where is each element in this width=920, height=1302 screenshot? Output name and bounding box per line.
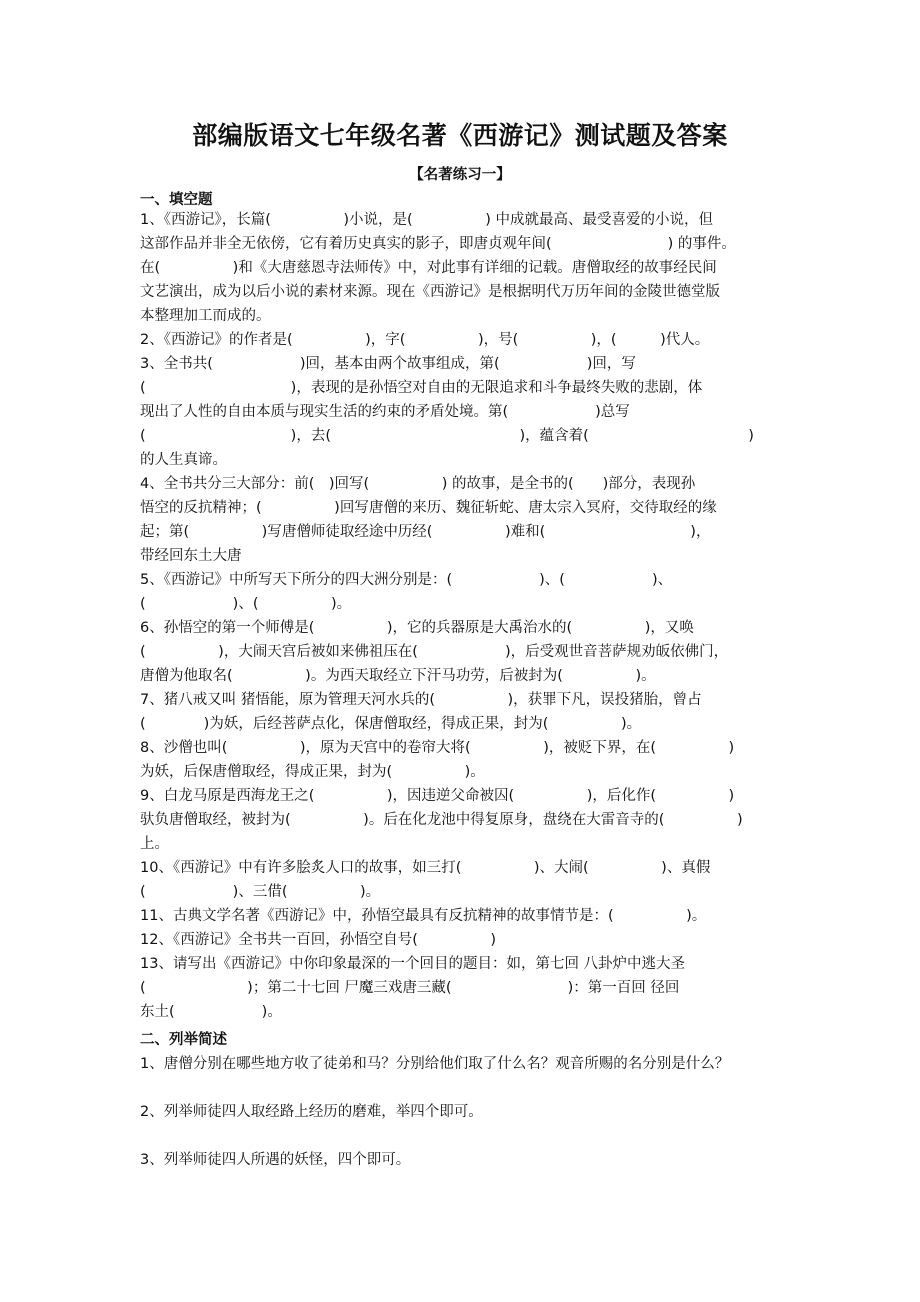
question-line: 唐僧为他取名( )。为西天取经立下汗马功劳，后被封为( )。 <box>140 668 656 684</box>
page-subtitle: 【名著练习一】 <box>409 167 511 183</box>
page-title: 部编版语文七年级名著《西游记》测试题及答案 <box>192 121 728 150</box>
question-line: ( )，去( )，蕴含着( ) <box>140 428 754 444</box>
question-line: 文艺演出，成为以后小说的素材来源。现在《西游记》是根据明代万历年间的金陵世德堂版 <box>140 284 720 300</box>
question-line: 7、猪八戒又叫 猪悟能，原为管理天河水兵的( )，获罪下凡，误投猪胎，曾占 <box>140 692 702 708</box>
question-line: ( )为妖，后经菩萨点化，保唐僧取经，得成正果，封为( )。 <box>140 716 642 732</box>
question-line: 在( )和《大唐慈恩寺法师传》中，对此事有详细的记载。唐僧取经的故事经民间 <box>140 260 717 276</box>
question-line: 12、《西游记》全书共一百回，孙悟空自号( ) <box>140 932 497 948</box>
question-line: 11、古典文学名著《西游记》中，孙悟空最具有反抗精神的故事情节是：( )。 <box>140 908 707 924</box>
question-line: 为妖，后保唐僧取经，得成正果，封为( )。 <box>140 764 485 780</box>
question-line: ( )、( )。 <box>140 596 352 612</box>
question-line: 驮负唐僧取经，被封为( )。后在化龙池中得复原身，盘绕在大雷音寺的( ) <box>140 812 743 828</box>
list-question: 1、唐僧分别在哪些地方收了徒弟和马？分别给他们取了什么名？观音所赐的名分别是什么？ <box>140 1056 730 1072</box>
question-line: 10、《西游记》中有许多脍炙人口的故事，如三打( )、大闹( )、真假 <box>140 860 711 876</box>
question-line: 3、全书共( )回，基本由两个故事组成，第( )回，写 <box>140 356 636 372</box>
question-line: 8、沙僧也叫( )，原为天宫中的卷帘大将( )，被贬下界，在( ) <box>140 740 735 756</box>
question-line: 起；第( )写唐僧师徒取经途中历经( )难和( )， <box>140 524 711 540</box>
question-line: 东土( )。 <box>140 1004 282 1020</box>
list-question: 2、列举师徒四人取经路上经历的磨难，举四个即可。 <box>140 1104 483 1120</box>
section-heading-fill: 一、填空题 <box>140 192 213 208</box>
question-line: ( )；第二十七回 尸魔三戏唐三藏( )：第一百回 径回 <box>140 980 680 996</box>
question-line: 现出了人性的自由本质与现实生活的约束的矛盾处境。第( )总写 <box>140 404 630 420</box>
question-line: 的人生真谛。 <box>140 452 227 468</box>
question-line: 4、全书共分三大部分：前( )回写( ) 的故事，是全书的( )部分，表现孙 <box>140 476 696 492</box>
question-line: 带经回东土大唐 <box>140 548 242 564</box>
question-line: 13、请写出《西游记》中你印象最深的一个回目的题目：如，第七回 八卦炉中逃大圣 <box>140 956 686 972</box>
section-heading-list: 二、列举简述 <box>140 1032 227 1048</box>
question-line: 9、白龙马原是西海龙王之( )，因违逆父命被囚( )，后化作( ) <box>140 788 735 804</box>
question-line: 上。 <box>140 836 169 852</box>
question-line: 2、《西游记》的作者是( )，字( )，号( )，( )代人。 <box>140 332 710 348</box>
question-line: ( )，表现的是孙悟空对自由的无限追求和斗争最终失败的悲剧，体 <box>140 380 703 396</box>
question-line: 6、孙悟空的第一个师傅是( )，它的兵器原是大禹治水的( )，又唤 <box>140 620 694 636</box>
question-line: 本整理加工而成的。 <box>140 308 271 324</box>
question-line: 悟空的反抗精神；( )回写唐僧的来历、魏征斩蛇、唐太宗入冥府，交待取经的缘 <box>140 500 717 516</box>
list-question: 3、列举师徒四人所遇的妖怪，四个即可。 <box>140 1152 411 1168</box>
question-line: 1、《西游记》，长篇( )小说，是( ) 中成就最高、最受喜爱的小说，但 <box>140 212 713 228</box>
question-line: 这部作品并非全无依傍，它有着历史真实的影子，即唐贞观年间( ) 的事件。 <box>140 236 736 252</box>
question-line: ( )、三借( )。 <box>140 884 381 900</box>
question-line: 5、《西游记》中所写天下所分的四大洲分别是：( )、( )、 <box>140 572 673 588</box>
question-line: ( )，大闹天宫后被如来佛祖压在( )，后受观世音菩萨规劝皈依佛门， <box>140 644 729 660</box>
